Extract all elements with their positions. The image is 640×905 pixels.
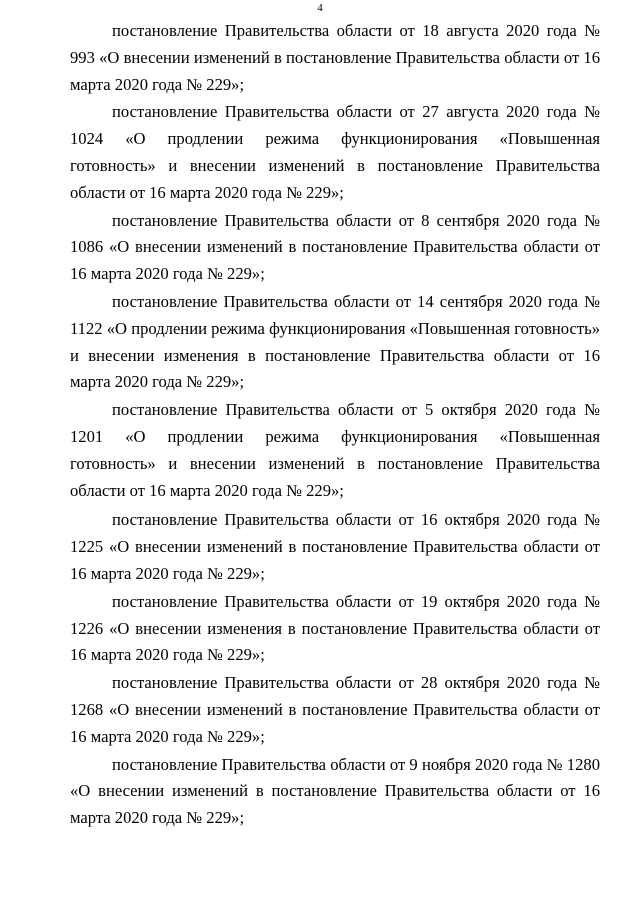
decree-item-1: постановление Правительства области от 18 августа 2020 года № 993 «О внесении изменений в постановление Правительства области от 16 марта 2020 года № 229»; [70,21,600,94]
decree-item-9: постановление Правительства области от 9 ноября 2020 года № 1280 «О внесении изменений в постановление Правительства области от 16 марта 2020 года № 229»; [70,754,600,828]
decree-item-6: постановление Правительства области от 16 октября 2020 года № 1225 «О внесении изменений в постановление Правительства области от 16 марта 2020 года № 229»; [70,510,600,583]
page-number: 4 [317,2,323,14]
decree-item-5: постановление Правительства области от 5 октября 2020 года № 1201 «О продлении режима функционирования «Повышенная готовность» и внесении изменений в постановление Правительства области от 16 марта 2020 года № 229»; [70,400,600,500]
decree-item-3: постановление Правительства области от 8 сентября 2020 года № 1086 «О внесении изменений в постановление Правительства области от 16 марта 2020 года № 229»; [70,210,600,284]
decree-item-2: постановление Правительства области от 27 августа 2020 года № 1024 «О продлении режима функционирования «Повышенная готовность» и внесении изменений в постановление Правительства области от 16 марта 2020 года № 229»; [70,102,600,202]
decree-item-4: постановление Правительства области от 14 сентября 2020 года № 1122 «О продлении режима функционирования «Повышенная готовность» и внесении изменения в постановление Правительства области от 16 марта 2020 года № 229»; [70,291,600,392]
document-body [70,18,600,833]
decree-item-7: постановление Правительства области от 19 октября 2020 года № 1226 «О внесении изменения в постановление Правительства области от 16 марта 2020 года № 229»; [70,591,600,665]
decree-item-8: постановление Правительства области от 28 октября 2020 года № 1268 «О внесении изменений в постановление Правительства области от 16 марта 2020 года № 229»; [70,673,600,746]
